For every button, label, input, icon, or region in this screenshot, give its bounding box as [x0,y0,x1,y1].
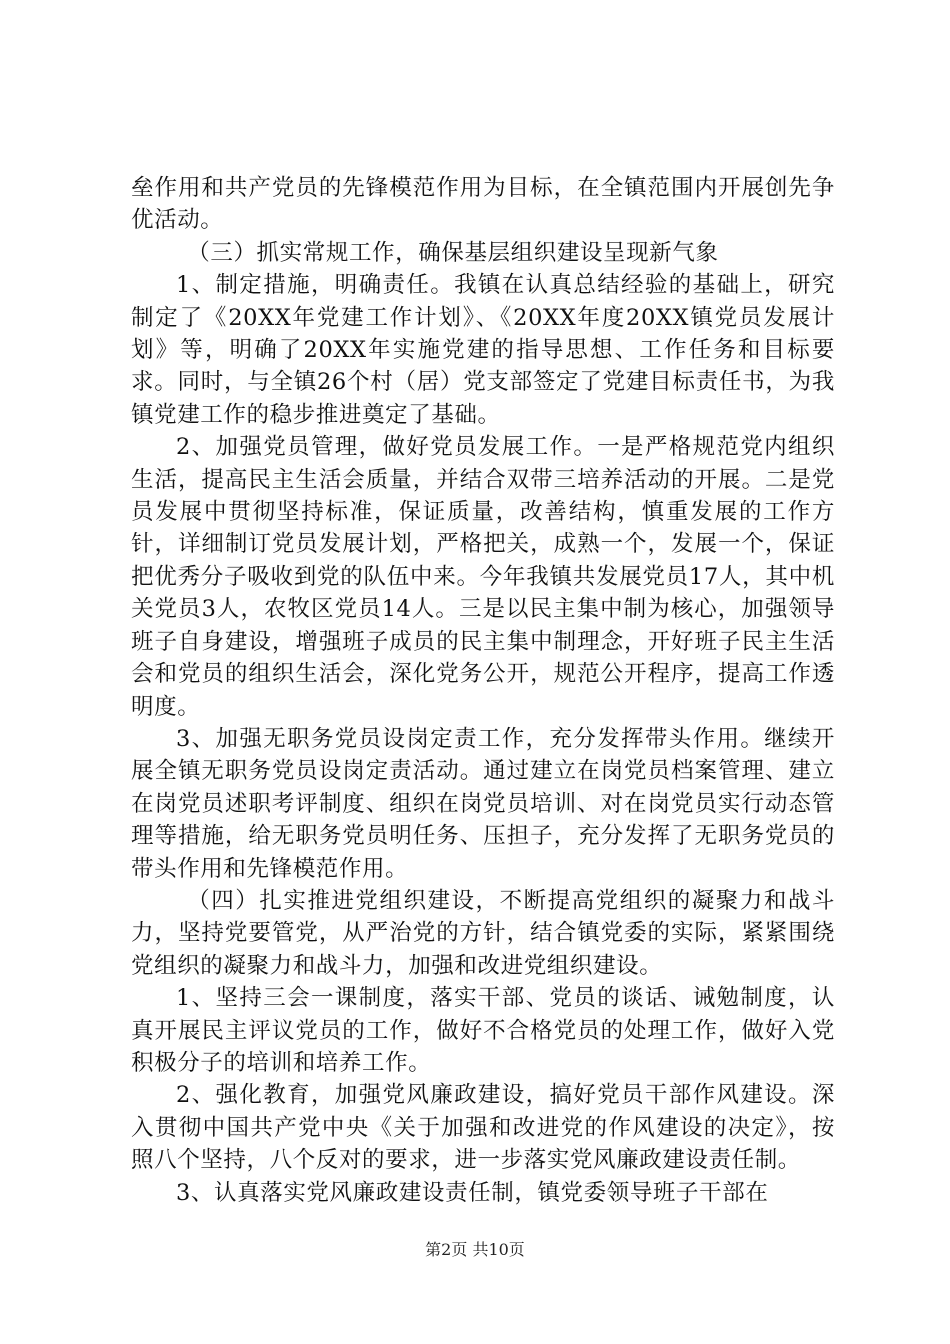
section-heading-4: （四）扎实推进党组织建设，不断提高党组织的凝聚力和战斗力，坚持党要管党，从严治党的方针，结合镇党委的实际，紧紧围绕党组织的凝聚力和战斗力，加强和改进党组织建设。 [131,887,835,979]
paragraph-item: 3、认真落实党风廉政建设责任制，镇党委领导班子干部在 [176,1179,769,1206]
paragraph-item: 3、加强无职务党员设岗定责工作，充分发挥带头作用。继续开展全镇无职务党员设岗定责活动。通过建立在岗党员档案管理、建立在岗党员述职考评制度、组织在岗党员培训、对在岗党员实行动态管理等措施，给无职务党员明任务、压担子，充分发挥了无职务党员的带头作用和先锋模范作用。 [131,725,835,882]
paragraph-item: 2、加强党员管理，做好党员发展工作。一是严格规范党内组织生活，提高民主生活会质量，并结合双带三培养活动的开展。二是党员发展中贯彻坚持标准，保证质量，改善结构，慎重发展的工作方针，详细制订党员发展计划，严格把关，成熟一个，发展一个，保证把优秀分子吸收到党的队伍中来。今年我镇共发展党员17人，其中机关党员3人，农牧区党员14人。三是以民主集中制为核心，加强领导班子自身建设，增强班子成员的民主集中制理念，开好班子民主生活会和党员的组织生活会，深化党务公开，规范公开程序，提高工作透明度。 [131,434,835,720]
paragraph-item: 2、强化教育，加强党风廉政建设，搞好党员干部作风建设。深入贯彻中国共产党中央《关于加强和改进党的作风建设的决定》，按照八个坚持，八个反对的要求，进一步落实党风廉政建设责任制。 [131,1082,835,1174]
page-number-footer: 第2页 共10页 [425,1240,525,1259]
paragraph-item: 1、制定措施，明确责任。我镇在认真总结经验的基础上，研究制定了《20XX年党建工作计划》、《20XX年度20XX镇党员发展计划》等，明确了20XX年实施党建的指导思想、工作任务和目标要求。同时，与全镇26个村（居）党支部签定了党建目标责任书，为我镇党建工作的稳步推进奠定了基础。 [131,272,835,428]
paragraph-item: 1、坚持三会一课制度，落实干部、党员的谈话、诫勉制度，认真开展民主评议党员的工作，做好不合格党员的处理工作，做好入党积极分子的培训和培养工作。 [131,985,835,1076]
document-body [131,172,835,1209]
section-heading-3: （三）抓实常规工作，确保基层组织建设呈现新气象 [187,239,719,266]
paragraph-continuation: 垒作用和共产党员的先锋模范作用为目标，在全镇范围内开展创先争优活动。 [131,175,835,234]
